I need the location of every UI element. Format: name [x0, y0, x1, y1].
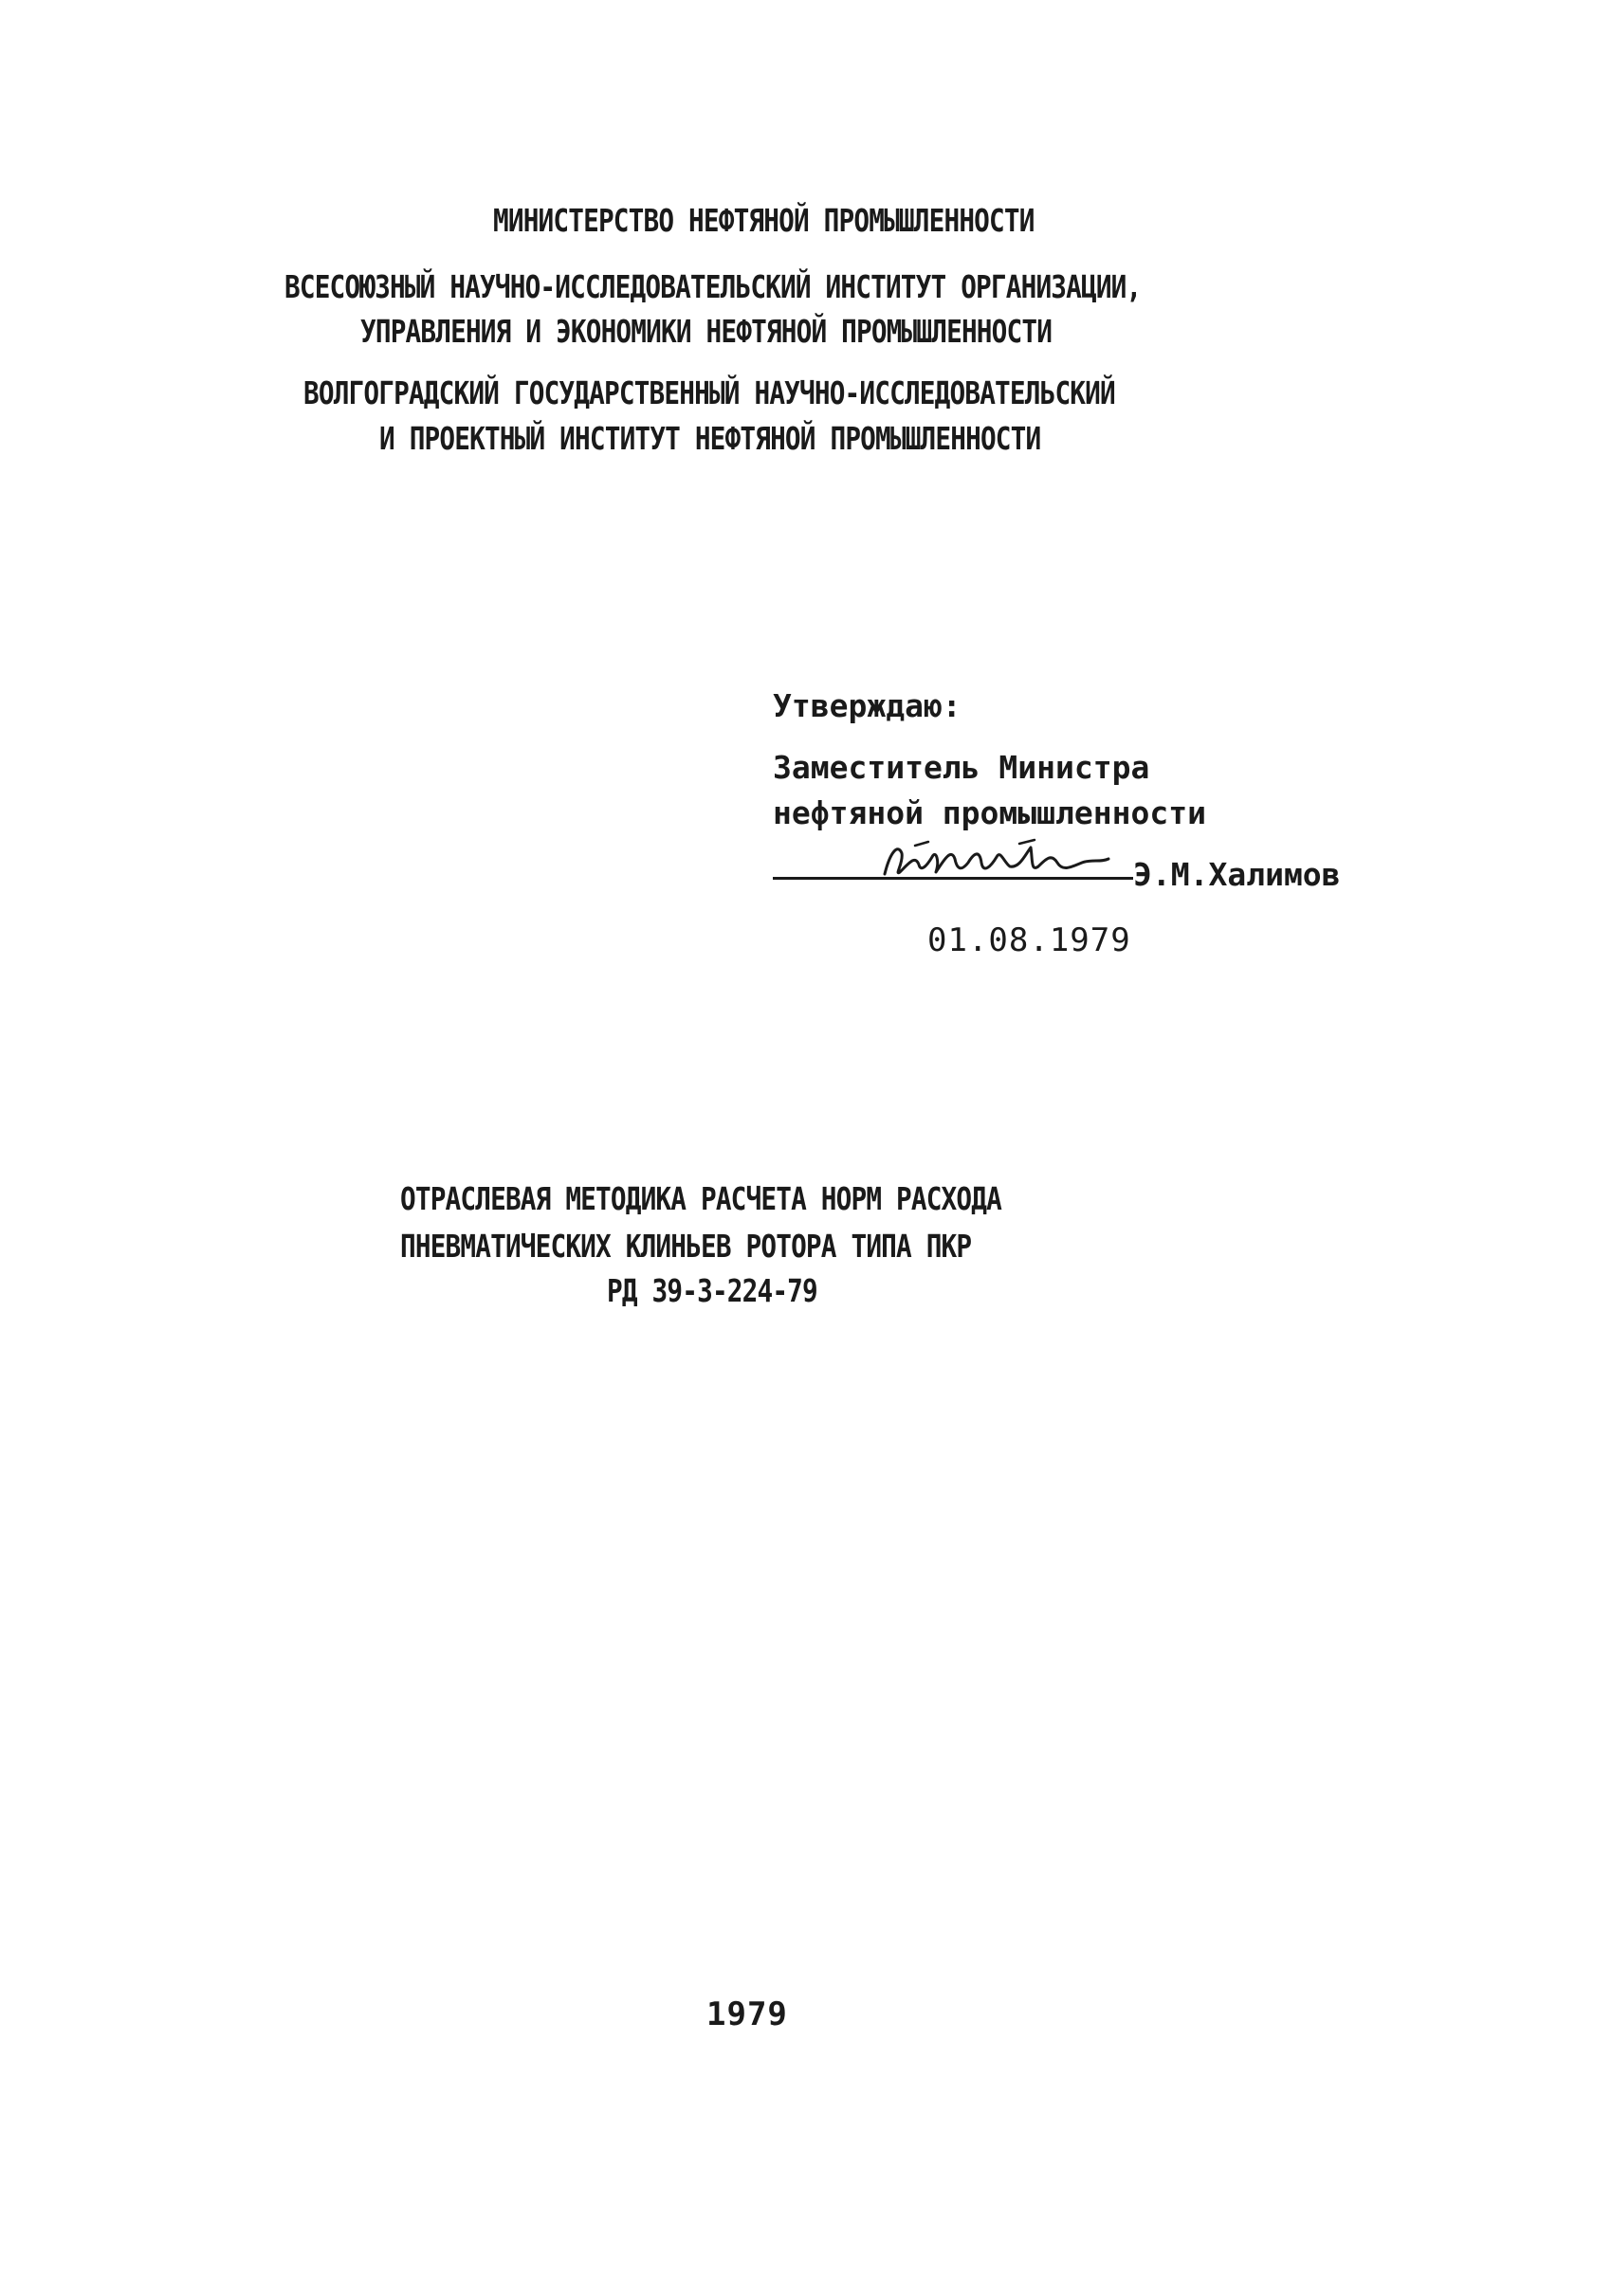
- volgograd-institute-line2: И ПРОЕКТНЫЙ ИНСТИТУТ НЕФТЯНОЙ ПРОМЫШЛЕННОСТИ: [379, 420, 1041, 457]
- document-title-line1: ОТРАСЛЕВАЯ МЕТОДИКА РАСЧЕТА НОРМ РАСХОДА: [400, 1180, 1001, 1217]
- approval-position-line2: нефтяной промышленности: [773, 794, 1206, 831]
- signatory-name: Э.М.Халимов: [1133, 856, 1341, 893]
- approval-position-line1: Заместитель Министра: [773, 749, 1150, 786]
- institute-name-line2: УПРАВЛЕНИЯ И ЭКОНОМИКИ НЕФТЯНОЙ ПРОМЫШЛЕННОСТИ: [360, 313, 1053, 350]
- document-code: РД 39-3-224-79: [607, 1272, 817, 1309]
- ministry-name: МИНИСТЕРСТВО НЕФТЯНОЙ ПРОМЫШЛЕННОСТИ: [493, 202, 1035, 239]
- approval-date: 01.08.1979: [927, 921, 1131, 959]
- approval-label: Утверждаю:: [773, 687, 962, 724]
- signature-line: [773, 877, 1133, 880]
- volgograd-institute-line1: ВОЛГОГРАДСКИЙ ГОСУДАРСТВЕННЫЙ НАУЧНО-ИССЛЕДОВАТЕЛЬСКИЙ: [303, 374, 1115, 411]
- handwritten-signature: [877, 834, 1114, 891]
- document-title-line2: ПНЕВМАТИЧЕСКИХ КЛИНЬЕВ РОТОРА ТИПА ПКР: [400, 1228, 972, 1265]
- institute-name-line1: ВСЕСОЮЗНЫЙ НАУЧНО-ИССЛЕДОВАТЕЛЬСКИЙ ИНСТИТУТ ОРГАНИЗАЦИИ,: [284, 268, 1142, 305]
- publication-year: 1979: [706, 1995, 788, 2033]
